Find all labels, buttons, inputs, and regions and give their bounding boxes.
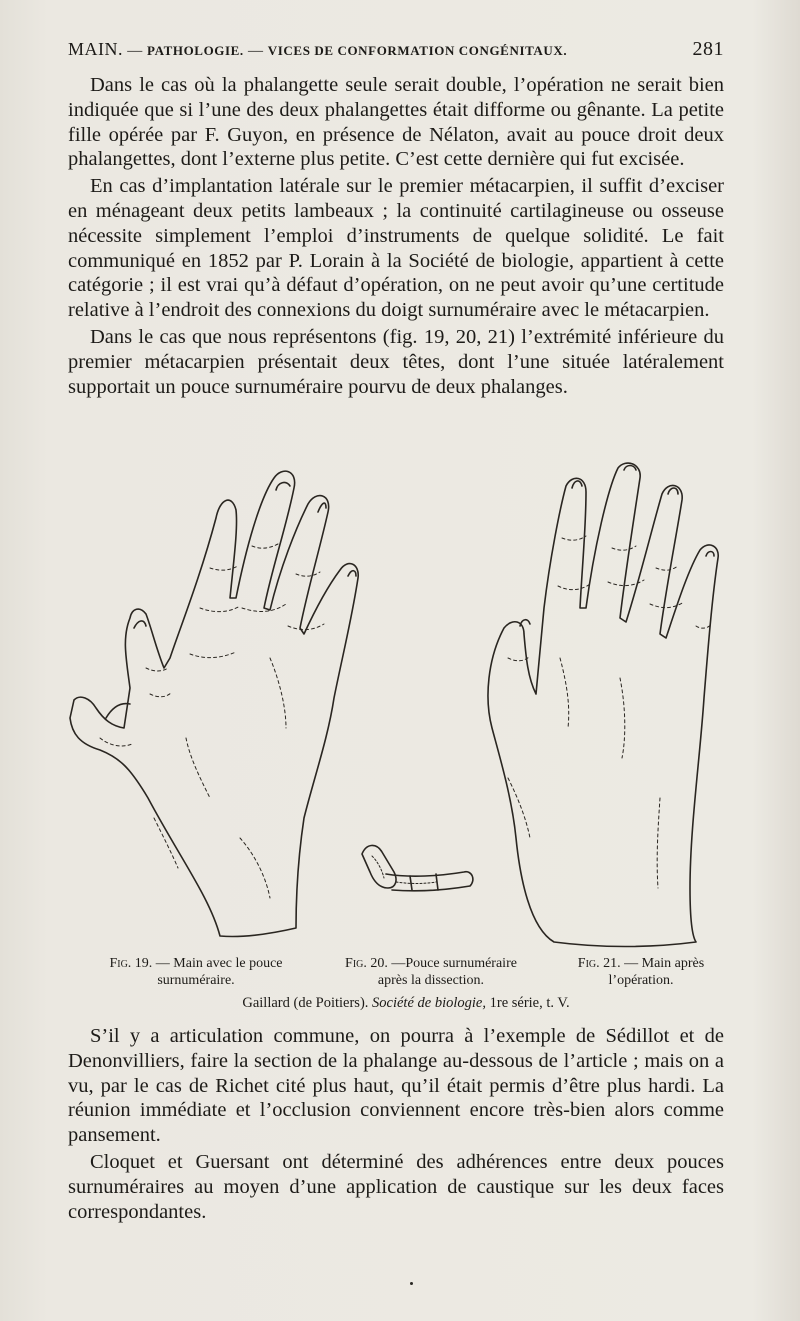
caption-text: surnuméraire. — [157, 973, 235, 988]
header-subsection: PATHOLOGIE. — [147, 43, 244, 58]
header-separator: — — [248, 43, 264, 59]
page-number: 281 — [692, 38, 724, 60]
caption-text: — Main après — [624, 956, 705, 971]
header-title — [68, 39, 567, 60]
credit-series: 1re série, t. V. — [489, 995, 570, 1011]
header-separator: — — [127, 43, 143, 59]
paragraph: Dans le cas où la phalangette seule serait double, l’opération ne serait bien indiquée que si l’une des deux phalangettes était difforme ou gênante. La petite fille opérée par F. Guyon, en présence de Nélaton, avait au pouce droit deux phalangettes, dont l’externe plus petite. C’est cette dernière qui fut excisée. — [68, 74, 724, 171]
fig19-hand-drawing — [70, 471, 358, 936]
printer-mark — [410, 1282, 413, 1285]
caption-label: Fig. 21. — [577, 956, 621, 971]
caption-fig20 — [316, 955, 546, 989]
fig21-hand-drawing — [488, 463, 718, 946]
figure-credit — [76, 995, 736, 1012]
caption-fig19 — [76, 955, 316, 989]
header-section: MAIN. — [68, 39, 123, 59]
caption-text: — Main avec le pouce — [155, 956, 283, 971]
body-text-top — [68, 73, 724, 399]
caption-text: l’opération. — [608, 973, 674, 988]
caption-text: —Pouce surnuméraire — [391, 956, 517, 971]
caption-text: après la dissection. — [377, 973, 485, 988]
running-header — [68, 38, 724, 61]
paragraph: Dans le cas que nous représentons (fig. 19, 20, 21) l’extrémité inférieure du premier métacarpien présentait deux têtes, dont l’une située latéralement supportait un pouce surnuméraire pourvu de deux phalanges. — [68, 325, 724, 398]
paragraph: S’il y a articulation commune, on pourra à l’exemple de Sédillot et de Denonvilliers, faire la section de la phalange au-dessous de l’article ; mais on a vu, par le cas de Richet cité plus haut, qu’il était permis d’être plus hardi. La réunion immédiate et l’occlusion conviennent encore très-bien alors comme pansement. — [68, 1025, 724, 1147]
hand-illustration — [60, 458, 740, 954]
paragraph: En cas d’implantation latérale sur le premier métacarpien, il suffit d’exciser en ménageant deux petits lambeaux ; la continuité cartilagineuse ou osseuse nécessite simplement l’emploi d’instruments de quelque solidité. Le fait communiqué en 1852 par P. Lorain à la Société de biologie, appartient à cette catégorie ; il est vrai qu’à défaut d’opération, on ne peut avoir qu’une certitude relative à l’endroit des connexions du doigt surnuméraire avec le métacarpien. — [68, 175, 724, 322]
caption-label: Fig. 19. — [109, 956, 153, 971]
paragraph: Cloquet et Guersant ont déterminé des adhérences entre deux pouces surnuméraires au moyen d’une application de caustique sur les deux faces correspondantes. — [68, 1150, 724, 1223]
header-topic: VICES DE CONFORMATION CONGÉNITAUX. — [267, 43, 568, 58]
caption-fig21 — [546, 955, 736, 989]
fig20-thumb-drawing — [362, 845, 473, 890]
caption-label: Fig. 20. — [345, 956, 388, 971]
credit-author: Gaillard (de Poitiers). — [242, 995, 369, 1011]
body-text-bottom — [68, 1024, 724, 1224]
credit-journal: Société de biologie, — [372, 995, 486, 1011]
